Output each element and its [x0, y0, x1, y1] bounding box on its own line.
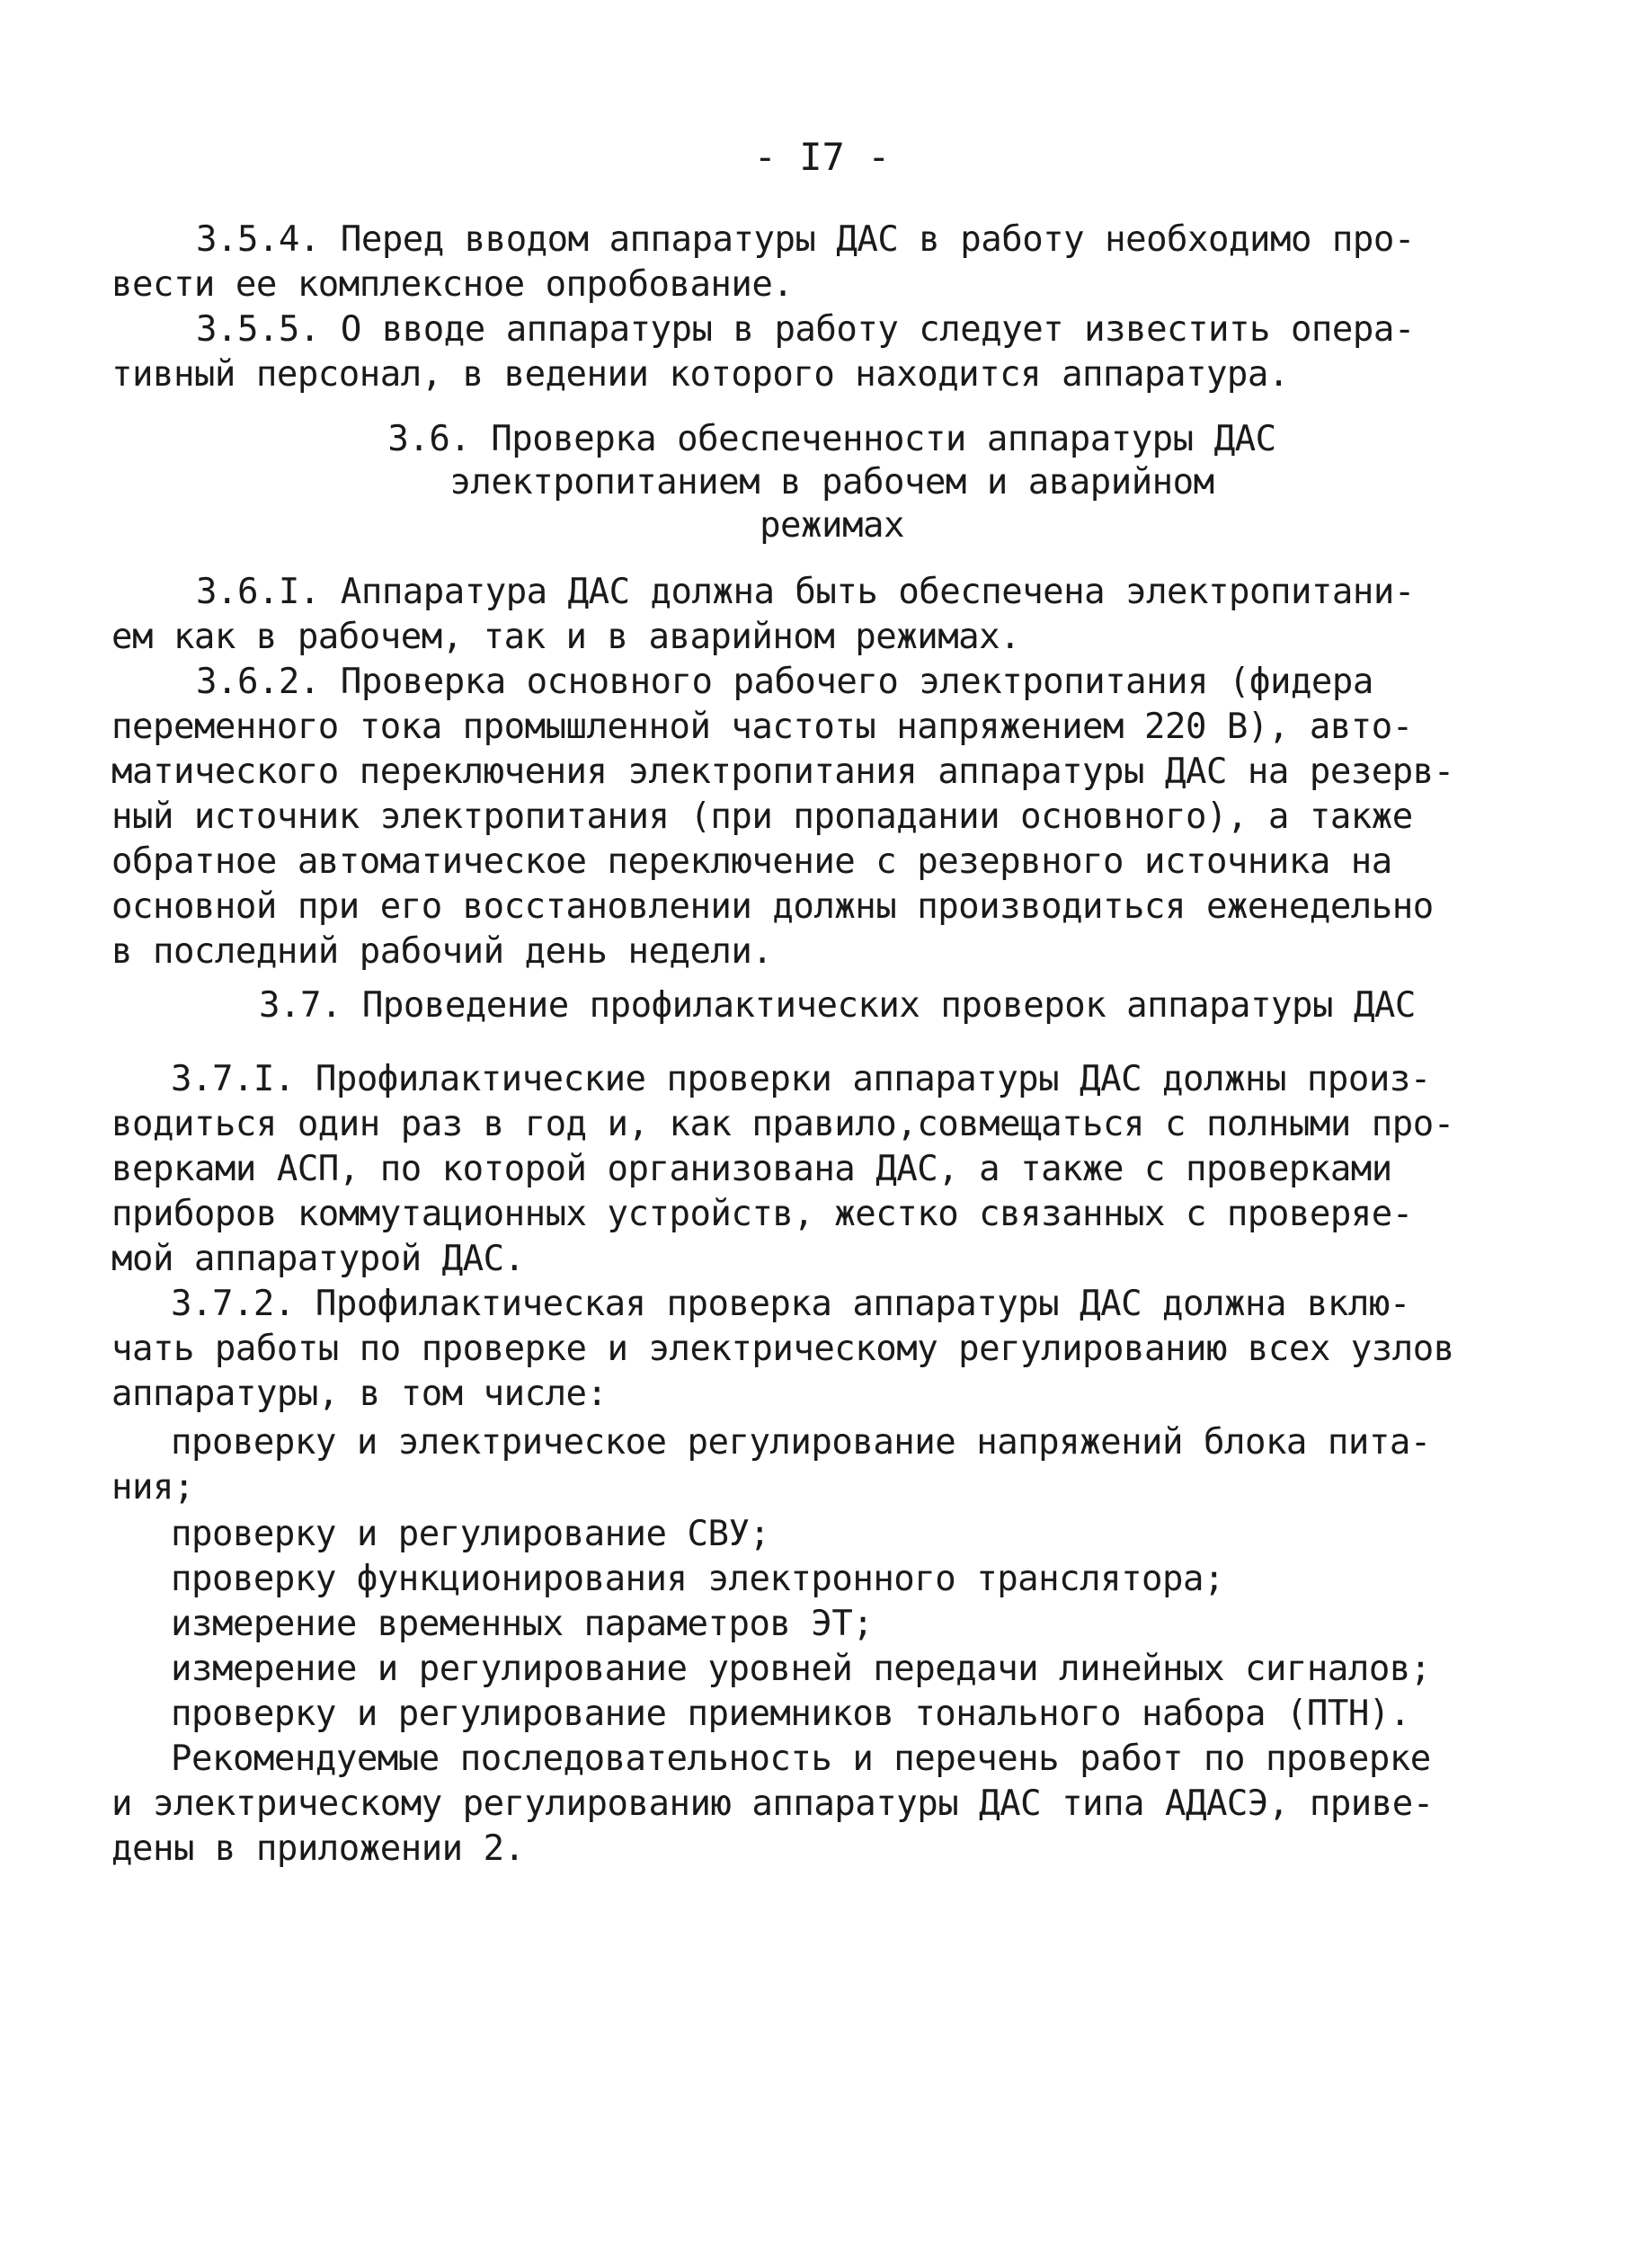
text-line: 3.7.I. Профилактические проверки аппаратуры ДАС должны произ- [171, 1059, 1431, 1099]
section-heading-3-6-line-1: 3.6. Проверка обеспеченности аппаратуры ДАС [387, 419, 1276, 459]
text-line: вести ее комплексное опробование. [111, 264, 794, 305]
list-item: измерение временных параметров ЭТ; [171, 1604, 874, 1644]
text-line: ем как в рабочем, так и в аварийном режимах. [111, 617, 1021, 657]
text-line: обратное автоматическое переключение с резервного источника на [111, 841, 1392, 882]
text-line: тивный персонал, в ведении которого находится аппаратура. [111, 354, 1289, 395]
section-heading-3-6-line-3: режимах [760, 505, 904, 546]
text-line: мой аппаратурой ДАС. [111, 1239, 525, 1279]
text-line: чать работы по проверке и электрическому регулированию всех узлов [111, 1329, 1454, 1369]
text-line: 3.6.I. Аппаратура ДАС должна быть обеспечена электропитани- [196, 572, 1415, 612]
text-line: дены в приложении 2. [111, 1828, 525, 1869]
text-line: ния; [111, 1467, 194, 1508]
text-line: приборов коммутационных устройств, жестко связанных с проверяе- [111, 1194, 1413, 1234]
list-item: проверку и регулирование СВУ; [171, 1514, 770, 1554]
page-number: - I7 - [753, 135, 891, 179]
text-line: аппаратуры, в том числе: [111, 1374, 608, 1414]
section-heading-3-6-line-2: электропитанием в рабочем и аварийном [449, 462, 1214, 503]
text-line: водиться один раз в год и, как правило,совмещаться с полными про- [111, 1104, 1454, 1144]
text-line: верками АСП, по которой организована ДАС, а также с проверками [111, 1149, 1392, 1189]
text-line: матического переключения электропитания аппаратуры ДАС на резерв- [111, 752, 1454, 792]
text-line: Рекомендуемые последовательность и перечень работ по проверке [171, 1739, 1431, 1779]
text-line: в последний рабочий день недели. [111, 931, 773, 972]
text-line: 3.6.2. Проверка основного рабочего электропитания (фидера [196, 662, 1373, 702]
list-item: проверку и регулирование приемников тонального набора (ПТН). [171, 1694, 1410, 1734]
text-line: переменного тока промышленной частоты напряжением 220 В), авто- [111, 707, 1413, 747]
text-line: основной при его восстановлении должны производиться еженедельно [111, 886, 1434, 927]
text-line: и электрическому регулированию аппаратуры ДАС типа АДАСЭ, приве- [111, 1783, 1434, 1824]
list-item: измерение и регулирование уровней передачи линейных сигналов; [171, 1649, 1431, 1689]
text-line: ный источник электропитания (при пропадании основного), а также [111, 796, 1413, 837]
text-line: 3.5.5. О вводе аппаратуры в работу следует известить опера- [196, 309, 1415, 350]
text-line: 3.5.4. Перед вводом аппаратуры ДАС в работу необходимо про- [196, 219, 1415, 260]
list-item: проверку и электрическое регулирование напряжений блока пита- [171, 1422, 1431, 1463]
section-heading-3-7: 3.7. Проведение профилактических проверок аппаратуры ДАС [259, 985, 1416, 1026]
list-item: проверку функционирования электронного транслятора; [171, 1559, 1224, 1599]
text-line: 3.7.2. Профилактическая проверка аппаратуры ДАС должна вклю- [171, 1284, 1410, 1324]
